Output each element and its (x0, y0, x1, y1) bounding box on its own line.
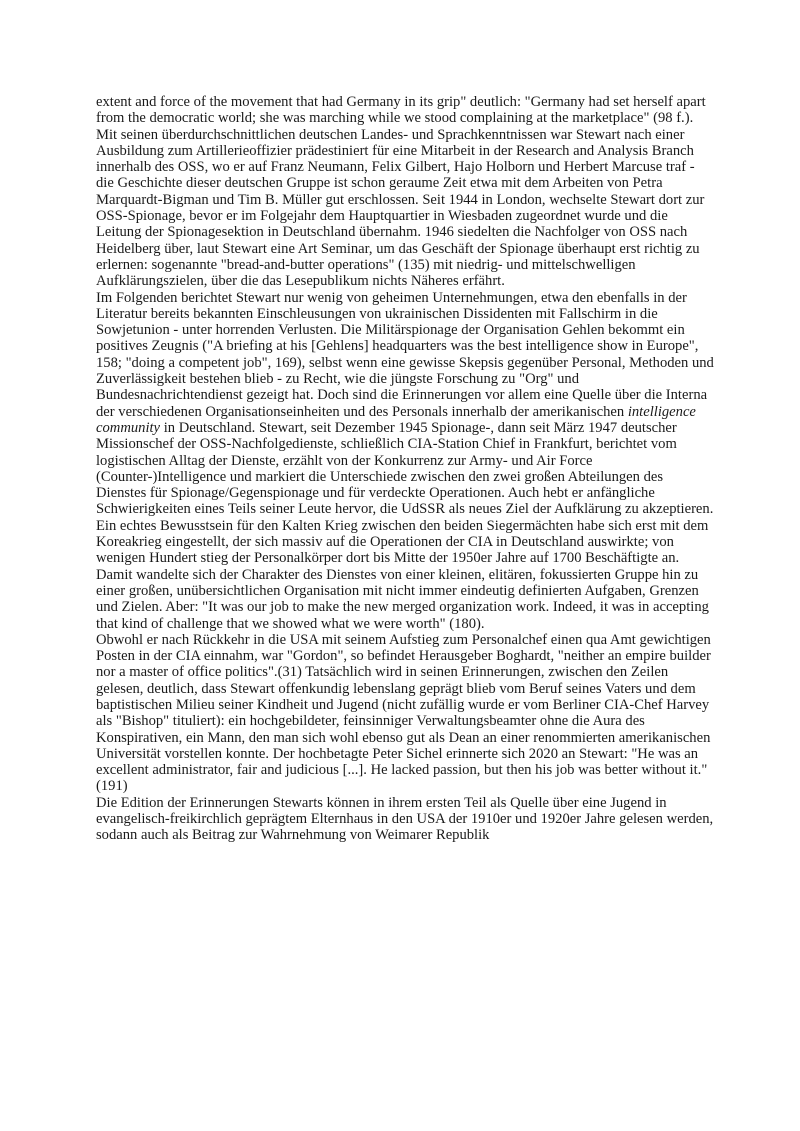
paragraph-3-text-end: in Deutschland. Stewart, seit Dezember 1945 Spionage-, dann seit März 1947 deutscher Missionschef der OSS-Nachfolgedienste, schließlich CIA-Station Chief in Frankfurt, berichtet vom logistischen Alltag der Dienste, erzählt von der Konkurrenz zur Army- und Air Force (Counter-)Intelligence und markiert die Unterschiede zwischen den zwei großen Abteilungen des Dienstes für Spionage/Gegenspionage und für verdeckte Operationen. Auch hebt er anfängliche Schwierigkeiten eines Teils seiner Leute hervor, die UdSSR als neues Ziel der Aufklärung zu akzeptieren. Ein echtes Bewusstsein für den Kalten Krieg zwischen den beiden Siegermächten habe sich erst mit dem Koreakrieg eingestellt, der sich massiv auf die Operationen der CIA in Deutschland auswirkte; von wenigen Hundert stieg der Personalkörper dort bis Mitte der 1950er Jahre auf 1700 Beschäftigte an. Damit wandelte sich der Charakter des Dienstes von einer kleinen, elitären, fokussierten Gruppe hin zu einer großen, unübersichtlichen Organisation mit nicht immer eindeutig definierten Aufgaben, Grenzen und Zielen. Aber: "It was our job to make the new merged organization work. Indeed, it was in accepting that kind of challenge that we showed what we were worth" (180). (96, 419, 714, 632)
paragraph-2: Mit seinen überdurchschnittlichen deutschen Landes- und Sprachkenntnissen war Stewart nach einer Ausbildung zum Artillerieoffizier prädestiniert für eine Mitarbeit in der Research and Analysis Branch innerhalb des OSS, wo er auf Franz Neumann, Felix Gilbert, Hajo Holborn und Herbert Marcuse traf - die Geschichte dieser deutschen Gruppe ist schon geraume Zeit etwa mit dem Arbeiten von Petra Marquardt-Bigman und Tim B. Müller gut erschlossen. Seit 1944 in London, wechselte Stewart dort zur OSS-Spionage, bevor er im Folgejahr dem Hauptquartier in Wiesbaden zugeordnet wurde und die Leitung der Spionagesektion in Deutschland übernahm. 1946 siedelten die Nachfolger von OSS nach Heidelberg über, laut Stewart eine Art Seminar, um das Geschäft der Spionage überhaupt erst richtig zu erlernen: sogenannte "bread-and-butter operations" (135) mit niedrig- und mittelschwelligen Aufklärungszielen, über die das Lesepublikum nichts Näheres erfährt. (96, 126, 705, 290)
paragraph-1: extent and force of the movement that had Germany in its grip" deutlich: "Germany had set herself apart from the democratic world; she was marching while we stood complaining at the marketplace" (98 f.). (96, 94, 706, 127)
paragraph-3-emphasis: intelligence community (96, 403, 696, 436)
paragraph-3 (96, 290, 716, 632)
paragraph-4: Obwohl er nach Rückkehr in die USA mit seinem Aufstieg zum Personalchef einen qua Amt gewichtigen Posten in der CIA einnahm, war "Gordon", so befindet Herausgeber Boghardt, "neither an empire builder nor a master of office politics".(31) Tatsächlich wird in seinen Erinnerungen, zwischen den Zeilen gelesen, deutlich, dass Stewart offenkundig lebenslang geprägt blieb vom Beruf seines Vaters und dem baptistischen Milieu seiner Kindheit und Jugend (nicht zufällig wurde er vom Berliner CIA-Chef Harvey als "Bishop" tituliert): ein hochgebildeter, feinsinniger Verwaltungsbeamter ohne die Aura des Konspirativen, ein Mann, den man sich wohl ebenso gut als Dean an einer renommierten amerikanischen Universität vorstellen konnte. Der hochbetagte Peter Sichel erinnerte sich 2020 an Stewart: "He was an excellent administrator, fair and judicious [...]. He lacked passion, but then his job was better without it." (191) (96, 631, 711, 795)
document-body (96, 94, 716, 844)
paragraph-5: Die Edition der Erinnerungen Stewarts können in ihrem ersten Teil als Quelle über eine Jugend in evangelisch-freikirchlich geprägtem Elternhaus in den USA der 1910er und 1920er Jahre gelesen werden, sodann auch als Beitrag zur Wahrnehmung von Weimarer Republik (96, 794, 714, 844)
paragraph-3-text-start: Im Folgenden berichtet Stewart nur wenig von geheimen Unternehmungen, etwa den ebenfalls in der Literatur bereits bekannten Einschleusungen von ukrainischen Dissidenten mit Fallschirm in die Sowjetunion - unter horrenden Verlusten. Die Militärspionage der Organisation Gehlen bekommt ein positives Zeugnis ("A briefing at his [Gehlens] headquarters was the best intelligence show in Europe", 158; "doing a competent job", 169), selbst wenn eine gewisse Skepsis gegenüber Personal, Methoden und Zuverlässigkeit bestehen blieb - zu Recht, wie die jüngste Forschung zu "Org" und Bundesnachrichtendienst gezeigt hat. Doch sind die Erinnerungen vor allem eine Quelle über die Interna der verschiedenen Organisationseinheiten und des Personals innerhalb der amerikanischen (96, 289, 714, 420)
